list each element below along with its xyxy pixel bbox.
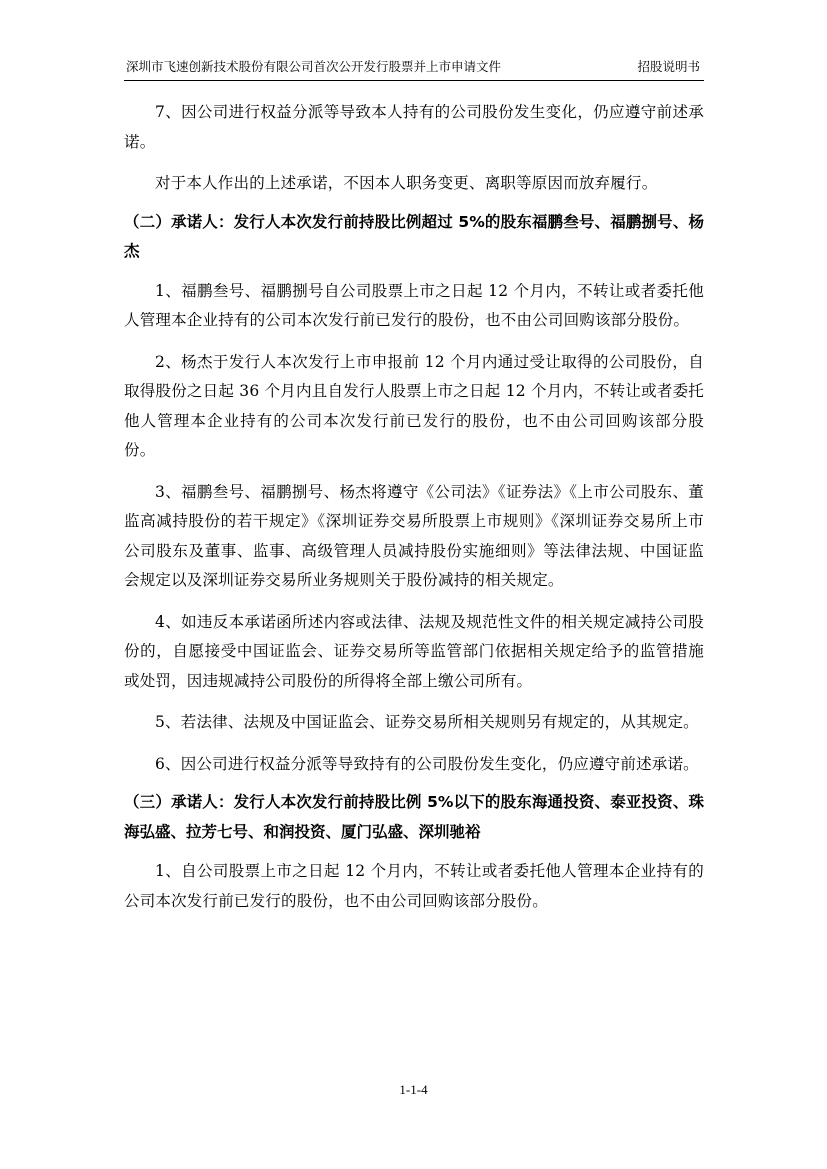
- page-number: 1-1-4: [399, 1082, 428, 1097]
- paragraph-commitment-note: 对于本人作出的上述承诺，不因本人职务变更、离职等原因而放弃履行。: [155, 174, 658, 192]
- paragraph-item-3: 3、福鹏叁号、福鹏捌号、杨杰将遵守《公司法》《证券法》《上市公司股东、董监高减持股份的若干规定》《深圳证券交易所股票上市规则》《深圳证券交易所上市公司股东及董事、监事、高级管理人员减持股份实施细则》等法律法规、中国证监会规定以及深圳证券交易所业务规则关于股份减持的相关规定。: [124, 482, 704, 589]
- paragraph-item-1: 1、福鹏叁号、福鹏捌号自公司股票上市之日起 12 个月内，不转让或者委托他人管理本企业持有的公司本次发行前已发行的股份，也不由公司回购该部分股份。: [124, 281, 704, 329]
- paragraph-commitment-7: 7、因公司进行权益分派等导致本人持有的公司股份发生变化，仍应遵守前述承诺。: [124, 103, 704, 151]
- paragraph-item-5: 5、若法律、法规及中国证监会、证券交易所相关规则另有规定的，从其规定。: [155, 713, 699, 731]
- section-heading-3: （三）承诺人：发行人本次发行前持股比例 5%以下的股东海通投资、泰亚投资、珠海弘盛、拉芳七号、和润投资、厦门弘盛、深圳驰裕: [124, 793, 704, 841]
- paragraph-item-6: 6、因公司进行权益分派等导致持有的公司股份发生变化，仍应遵守前述承诺。: [155, 754, 699, 773]
- paragraph-item-2: 2、杨杰于发行人本次发行上市申报前 12 个月内通过受让取得的公司股份，自取得股份之日起 36 个月内且自发行人股票上市之日起 12 个月内，不转让或者委托他人管理本企业持有的公司本次发行前已发行的股份，也不由公司回购该部分股份。: [124, 352, 704, 459]
- document-body: [124, 98, 704, 916]
- page-header: [124, 58, 704, 81]
- paragraph-section3-item-1: 1、自公司股票上市之日起 12 个月内，不转让或者委托他人管理本企业持有的公司本次发行前已发行的股份，也不由公司回购该部分股份。: [124, 862, 704, 910]
- section-heading-2: （二）承诺人：发行人本次发行前持股比例超过 5%的股东福鹏叁号、福鹏捌号、杨杰: [124, 212, 704, 260]
- header-document-type: 招股说明书: [637, 59, 700, 74]
- paragraph-item-4: 4、如违反本承诺函所述内容或法律、法规及规范性文件的相关规定减持公司股份的，自愿接受中国证监会、证券交易所等监管部门依据相关规定给予的监管措施或处罚，因违规减持公司股份的所得将全部上缴公司所有。: [124, 612, 704, 690]
- header-document-title: 深圳市飞速创新技术股份有限公司首次公开发行股票并上市申请文件: [126, 59, 502, 74]
